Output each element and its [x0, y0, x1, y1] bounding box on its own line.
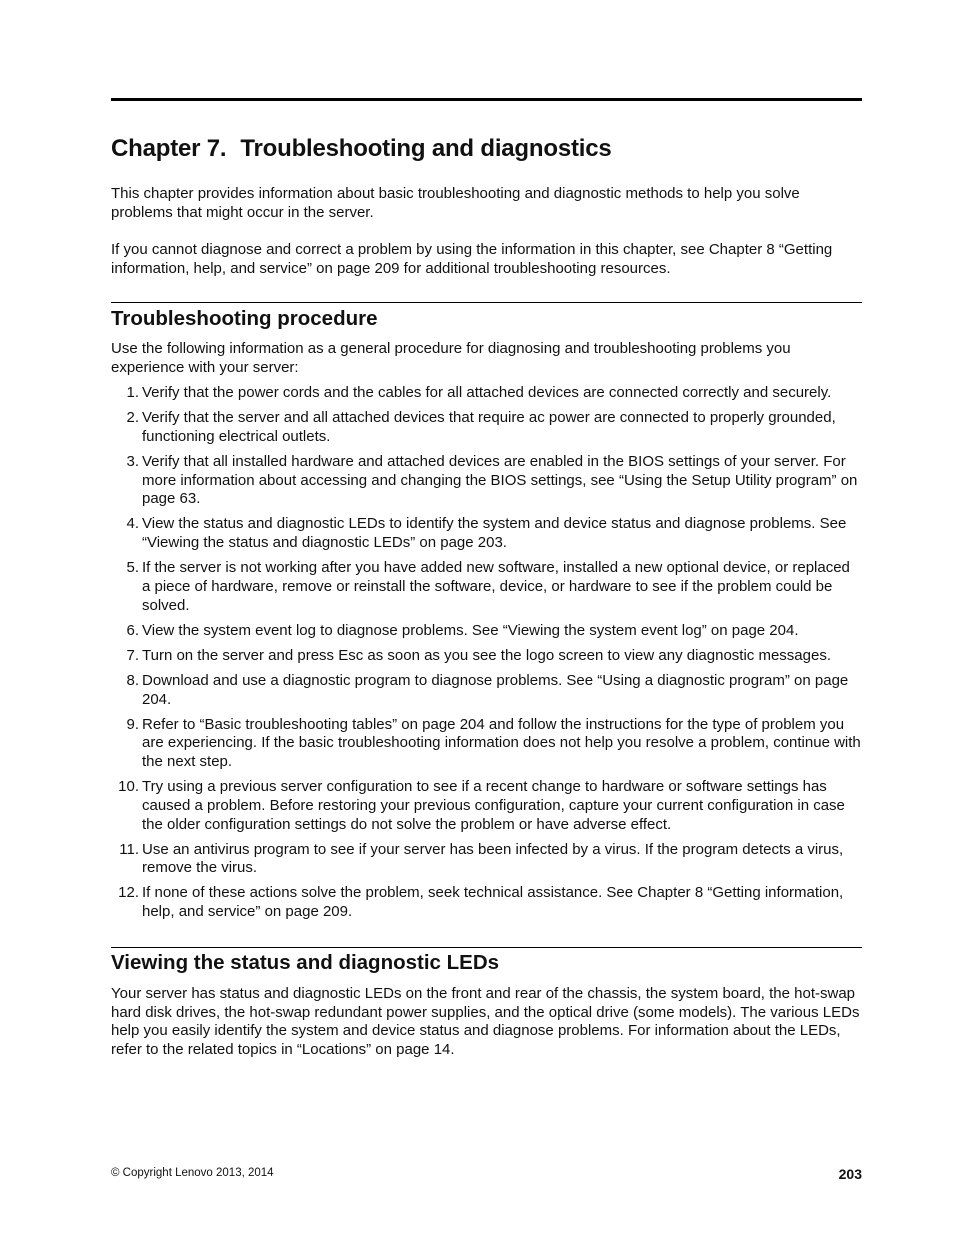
footer-copyright: © Copyright Lenovo 2013, 2014 — [111, 1167, 274, 1179]
list-item-number: 6. — [126, 621, 139, 639]
list-item-number: 3. — [126, 452, 139, 470]
list-item-number: 7. — [126, 646, 139, 664]
list-item — [111, 453, 862, 509]
list-item — [111, 716, 862, 772]
list-item — [111, 778, 862, 834]
list-item-text: If none of these actions solve the problem, seek technical assistance. See Chapter 8 “Getting information, help, and service” on page 209. — [142, 884, 844, 921]
list-item-text: Use an antivirus program to see if your server has been infected by a virus. If the program detects a virus, remove the virus. — [142, 840, 844, 877]
procedure-steps-list — [111, 384, 862, 928]
list-item-text: Refer to “Basic troubleshooting tables” on page 204 and follow the instructions for the type of problem you are experiencing. If the basic troubleshooting information does not help you resolve a problem, continue with the next step. — [142, 715, 861, 771]
list-item-text: Try using a previous server configuration to see if a recent change to hardware or software settings has caused a problem. Before restoring your previous configuration, capture your current configuration in case the older configuration settings do not solve the problem or have adverse effect. — [142, 778, 845, 833]
footer-page-number: 203 — [838, 1166, 862, 1182]
chapter-number: Chapter 7. — [111, 135, 227, 162]
list-item — [111, 672, 862, 709]
section-rule-procedure — [111, 302, 862, 303]
list-item-text: Download and use a diagnostic program to diagnose problems. See “Using a diagnostic program” on page 204. — [142, 671, 849, 708]
list-item-number: 10. — [118, 778, 139, 796]
section-heading-procedure: Troubleshooting procedure — [111, 307, 378, 330]
list-item-number: 8. — [126, 671, 139, 689]
procedure-intro: Use the following information as a general procedure for diagnosing and troubleshooting problems you experience with your server: — [111, 340, 791, 376]
list-item-text: Verify that the power cords and the cables for all attached devices are connected correctly and securely. — [142, 384, 832, 401]
section-rule-leds — [111, 947, 862, 948]
list-item-text: If the server is not working after you have added new software, installed a new optional device, or replaced a piece of hardware, remove or reinstall the software, device, or hardware to see if the problem could be solved. — [142, 559, 850, 614]
list-item-number: 4. — [126, 515, 139, 533]
list-item — [111, 884, 862, 921]
list-item-number: 12. — [118, 884, 139, 902]
intro-paragraph-1: This chapter provides information about basic troubleshooting and diagnostic methods to help you solve problems that might occur in the server. — [111, 185, 800, 221]
list-item-text: View the system event log to diagnose problems. See “Viewing the system event log” on page 204. — [142, 621, 799, 639]
list-item — [111, 559, 862, 615]
list-item-number: 5. — [126, 559, 139, 577]
list-item-number: 1. — [126, 384, 139, 401]
chapter-top-rule — [111, 98, 862, 101]
list-item-number: 2. — [126, 409, 139, 427]
chapter-title-text: Troubleshooting and diagnostics — [240, 135, 612, 162]
section-heading-leds: Viewing the status and diagnostic LEDs — [111, 951, 500, 974]
leds-paragraph: Your server has status and diagnostic LEDs on the front and rear of the chassis, the system board, the hot-swap hard disk drives, the hot-swap redundant power supplies, and the optical drive (some models). The various LEDs help you easily identify the system and device status and diagnose problems. For information about the LEDs, refer to the related topics in “Locations” on page 14. — [111, 985, 860, 1059]
list-item — [111, 515, 862, 552]
list-item-number: 9. — [126, 715, 139, 733]
list-item — [111, 647, 862, 666]
list-item-text: Turn on the server and press Esc as soon as you see the logo screen to view any diagnostic messages. — [142, 646, 831, 664]
chapter-title — [111, 135, 612, 163]
list-item-number: 11. — [119, 840, 139, 858]
list-item — [111, 409, 862, 446]
list-item-text: Verify that the server and all attached devices that require ac power are connected to properly grounded, functioning electrical outlets. — [142, 409, 836, 445]
list-item — [111, 384, 862, 403]
list-item-text: Verify that all installed hardware and attached devices are enabled in the BIOS settings of your server. For more information about accessing and changing the BIOS settings, see “Using the Setup Utility program” on page 63. — [142, 452, 858, 508]
intro-paragraph-2: If you cannot diagnose and correct a problem by using the information in this chapter, see Chapter 8 “Getting information, help, and service” on page 209 for additional troubleshooting resources. — [111, 241, 833, 277]
list-item — [111, 622, 862, 641]
list-item — [111, 841, 862, 878]
list-item-text: View the status and diagnostic LEDs to identify the system and device status and diagnose problems. See “Viewing the status and diagnostic LEDs” on page 203. — [142, 515, 847, 552]
